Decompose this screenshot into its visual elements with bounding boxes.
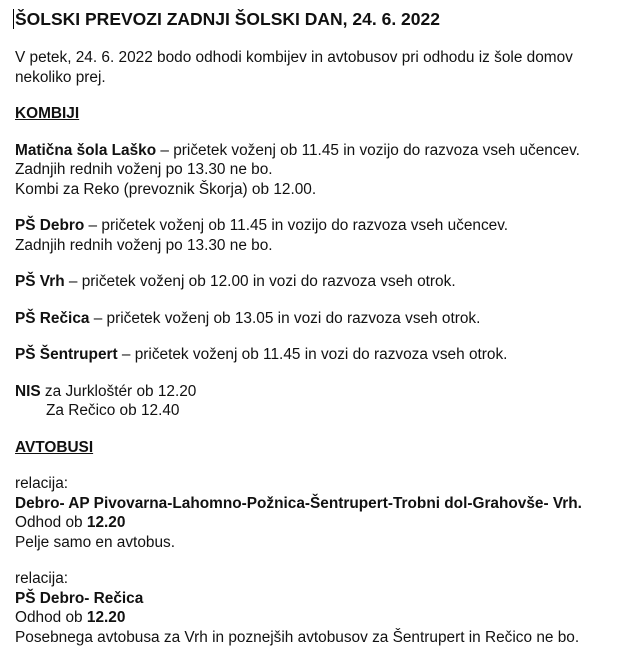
kombiji-item-sentrupert — [15, 345, 615, 365]
avtobusi-heading: AVTOBUSI — [15, 438, 94, 456]
extra-line: Zadnjih rednih voženj po 13.30 ne bo. — [15, 161, 273, 178]
kombiji-item-debro — [15, 216, 615, 255]
odhod-time: 12.20 — [86, 609, 126, 626]
document-body — [15, 8, 615, 647]
kombiji-item-laško — [15, 141, 615, 200]
odhod-label: Odhod ob — [15, 514, 87, 531]
intro-line-1: V petek, 24. 6. 2022 bodo odhodi kombijev in avtobusov pri odhodu iz šole domov — [15, 49, 573, 66]
title-text: ŠOLSKI PREVOZI ZADNJI ŠOLSKI DAN, 24. 6. 2022 — [15, 9, 440, 29]
bus-route-1 — [15, 474, 615, 552]
route-note: Posebnega avtobusa za Vrh in poznejših avtobusov za Šentrupert in Rečico ne bo. — [15, 628, 580, 646]
nis-line-1: za Jurkloštér ob 12.20 — [40, 382, 197, 400]
school-name: PŠ Debro — [15, 217, 85, 234]
nis-label: NIS — [15, 382, 41, 400]
schedule-text: – pričetek voženj ob 12.00 in vozi do razvoza vseh otrok. — [64, 273, 456, 290]
relacija-label: relacija: — [15, 475, 69, 492]
kombiji-heading: KOMBIJI — [15, 105, 80, 122]
route-name: Debro- AP Pivovarna-Lahomno-Požnica-Šentrupert-Trobni dol-Grahovše- Vrh. — [15, 494, 582, 512]
school-name: PŠ Šentrupert — [15, 346, 118, 363]
nis-line-2: Za Rečico ob 12.40 — [46, 402, 180, 419]
relacija-label: relacija: — [15, 570, 69, 587]
intro-paragraph — [15, 48, 615, 87]
schedule-text: – pričetek voženj ob 11.45 in vozi do razvoza vseh otrok. — [117, 346, 508, 363]
nis-entry — [15, 382, 615, 421]
route-note: Pelje samo en avtobus. — [15, 533, 175, 551]
school-name: PŠ Rečica — [15, 309, 90, 327]
document-title — [15, 8, 615, 30]
kombiji-item-vrh — [15, 272, 615, 292]
bus-route-2 — [15, 569, 615, 647]
schedule-text: – pričetek voženj ob 13.05 in vozi do razvoza vseh otrok. — [89, 309, 481, 327]
extra-line: Zadnjih rednih voženj po 13.30 ne bo. — [15, 236, 273, 254]
odhod-label: Odhod ob — [15, 609, 87, 626]
schedule-text: – pričetek voženj ob 11.45 in vozijo do razvoza vseh učencev. — [84, 217, 509, 234]
text-cursor — [13, 9, 14, 29]
route-name: PŠ Debro- Rečica — [15, 589, 144, 607]
odhod-time: 12.20 — [86, 514, 126, 531]
kombiji-item-recica — [15, 309, 615, 329]
extra-line: Kombi za Reko (prevoznik Škorja) ob 12.00. — [15, 180, 317, 198]
school-name: Matična šola Laško — [15, 141, 157, 159]
school-name: PŠ Vrh — [15, 273, 65, 290]
schedule-text: – pričetek voženj ob 11.45 in vozijo do razvoza vseh učencev. — [156, 141, 580, 159]
intro-line-2: nekoliko prej. — [15, 68, 106, 86]
